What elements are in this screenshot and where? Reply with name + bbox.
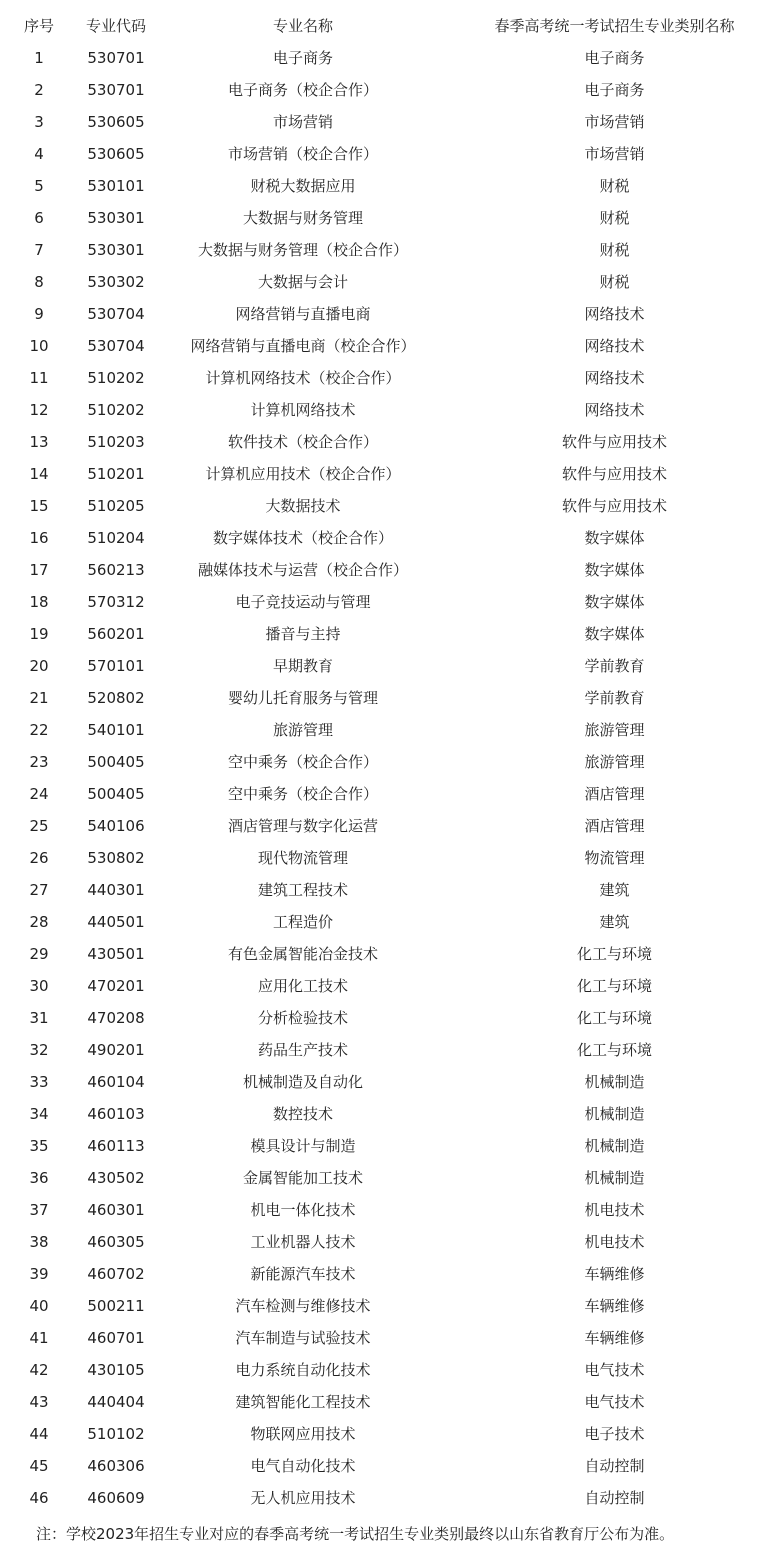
row-code: 560201 xyxy=(87,625,145,643)
table-row xyxy=(0,1418,777,1450)
row-name: 财税大数据应用 xyxy=(250,177,356,195)
table-row xyxy=(0,842,777,874)
header-name: 专业名称 xyxy=(272,17,333,35)
table-header-row xyxy=(0,10,777,42)
header-code: 专业代码 xyxy=(85,17,146,35)
row-category: 机电技术 xyxy=(584,1201,645,1219)
row-code: 530302 xyxy=(87,273,145,291)
row-name: 建筑工程技术 xyxy=(257,881,348,899)
row-code: 520802 xyxy=(87,689,145,707)
row-name: 新能源汽车技术 xyxy=(250,1265,356,1283)
table-row xyxy=(0,778,777,810)
table-row xyxy=(0,810,777,842)
row-category: 建筑 xyxy=(599,881,630,899)
row-category: 财税 xyxy=(599,241,630,259)
row-category: 车辆维修 xyxy=(584,1297,645,1315)
row-name: 汽车检测与维修技术 xyxy=(235,1297,371,1315)
row-name: 市场营销 xyxy=(272,113,333,131)
row-code: 430501 xyxy=(87,945,145,963)
row-index: 16 xyxy=(29,529,49,547)
row-category: 机械制造 xyxy=(584,1105,645,1123)
row-category: 车辆维修 xyxy=(584,1265,645,1283)
table-row xyxy=(0,298,777,330)
row-code: 510201 xyxy=(87,465,145,483)
table-row xyxy=(0,874,777,906)
row-name: 计算机网络技术 xyxy=(250,401,356,419)
row-name: 物联网应用技术 xyxy=(250,1425,356,1443)
row-category: 学前教育 xyxy=(584,657,645,675)
row-code: 500211 xyxy=(87,1297,145,1315)
row-code: 440501 xyxy=(87,913,145,931)
table-row xyxy=(0,522,777,554)
row-category: 电子技术 xyxy=(584,1425,645,1443)
row-code: 440301 xyxy=(87,881,145,899)
row-code: 430502 xyxy=(87,1169,145,1187)
row-code: 460113 xyxy=(87,1137,145,1155)
row-category: 数字媒体 xyxy=(584,561,645,579)
row-code: 530605 xyxy=(87,145,145,163)
footnote: 注：学校2023年招生专业对应的春季高考统一考试招生专业类别最终以山东省教育厅公布为准。 xyxy=(36,1525,675,1543)
row-index: 1 xyxy=(34,49,44,67)
row-code: 460701 xyxy=(87,1329,145,1347)
row-name: 大数据与会计 xyxy=(257,273,348,291)
table-row xyxy=(0,1482,777,1514)
row-index: 2 xyxy=(34,81,44,99)
row-category: 市场营销 xyxy=(584,145,645,163)
row-code: 460305 xyxy=(87,1233,145,1251)
table-row xyxy=(0,1002,777,1034)
row-name: 机械制造及自动化 xyxy=(242,1073,363,1091)
row-category: 数字媒体 xyxy=(584,625,645,643)
row-code: 470201 xyxy=(87,977,145,995)
row-index: 33 xyxy=(29,1073,49,1091)
table-row xyxy=(0,234,777,266)
table-row xyxy=(0,362,777,394)
row-category: 化工与环境 xyxy=(576,977,652,995)
row-name: 空中乘务（校企合作） xyxy=(227,753,378,771)
table-row xyxy=(0,1258,777,1290)
row-category: 旅游管理 xyxy=(584,753,645,771)
row-index: 26 xyxy=(29,849,49,867)
row-code: 510204 xyxy=(87,529,145,547)
row-name: 电气自动化技术 xyxy=(250,1457,356,1475)
row-category: 电气技术 xyxy=(584,1393,645,1411)
row-code: 570101 xyxy=(87,657,145,675)
row-index: 21 xyxy=(29,689,49,707)
row-index: 36 xyxy=(29,1169,49,1187)
row-index: 3 xyxy=(34,113,44,131)
row-index: 4 xyxy=(34,145,44,163)
row-code: 530101 xyxy=(87,177,145,195)
row-index: 31 xyxy=(29,1009,49,1027)
row-index: 23 xyxy=(29,753,49,771)
row-index: 19 xyxy=(29,625,49,643)
table-row xyxy=(0,1450,777,1482)
row-index: 10 xyxy=(29,337,49,355)
row-code: 530701 xyxy=(87,49,145,67)
table-row xyxy=(0,746,777,778)
row-code: 440404 xyxy=(87,1393,145,1411)
row-code: 460104 xyxy=(87,1073,145,1091)
row-code: 460103 xyxy=(87,1105,145,1123)
row-name: 机电一体化技术 xyxy=(250,1201,356,1219)
row-name: 工程造价 xyxy=(272,913,333,931)
row-category: 软件与应用技术 xyxy=(561,433,667,451)
row-code: 530704 xyxy=(87,337,145,355)
row-code: 510203 xyxy=(87,433,145,451)
row-category: 网络技术 xyxy=(584,305,645,323)
row-name: 模具设计与制造 xyxy=(250,1137,356,1155)
table-row xyxy=(0,554,777,586)
row-name: 电子竞技运动与管理 xyxy=(235,593,371,611)
table-row xyxy=(0,970,777,1002)
row-category: 数字媒体 xyxy=(584,593,645,611)
table-row xyxy=(0,1194,777,1226)
table-row xyxy=(0,1322,777,1354)
row-category: 酒店管理 xyxy=(584,817,645,835)
row-index: 13 xyxy=(29,433,49,451)
row-name: 网络营销与直播电商 xyxy=(235,305,371,323)
row-code: 510202 xyxy=(87,401,145,419)
row-name: 大数据与财务管理（校企合作） xyxy=(197,241,408,259)
row-index: 20 xyxy=(29,657,49,675)
row-name: 药品生产技术 xyxy=(257,1041,348,1059)
row-name: 分析检验技术 xyxy=(257,1009,348,1027)
table-row xyxy=(0,938,777,970)
table-row xyxy=(0,650,777,682)
table-row xyxy=(0,1098,777,1130)
row-category: 电气技术 xyxy=(584,1361,645,1379)
row-category: 机电技术 xyxy=(584,1233,645,1251)
row-index: 46 xyxy=(29,1489,49,1507)
table-row xyxy=(0,1034,777,1066)
row-index: 34 xyxy=(29,1105,49,1123)
row-code: 510202 xyxy=(87,369,145,387)
row-name: 数字媒体技术（校企合作） xyxy=(212,529,393,547)
row-name: 融媒体技术与运营（校企合作） xyxy=(197,561,408,579)
table-row xyxy=(0,1130,777,1162)
row-code: 510102 xyxy=(87,1425,145,1443)
row-index: 18 xyxy=(29,593,49,611)
row-name: 婴幼儿托育服务与管理 xyxy=(227,689,378,707)
row-index: 39 xyxy=(29,1265,49,1283)
table-row xyxy=(0,1290,777,1322)
row-category: 电子商务 xyxy=(584,81,645,99)
row-code: 560213 xyxy=(87,561,145,579)
row-name: 大数据与财务管理 xyxy=(242,209,363,227)
table-row xyxy=(0,1066,777,1098)
table-row xyxy=(0,170,777,202)
row-code: 570312 xyxy=(87,593,145,611)
table-row xyxy=(0,1354,777,1386)
table-row xyxy=(0,906,777,938)
row-category: 软件与应用技术 xyxy=(561,465,667,483)
table-row xyxy=(0,714,777,746)
row-name: 计算机应用技术（校企合作） xyxy=(205,465,401,483)
row-index: 28 xyxy=(29,913,49,931)
row-code: 460702 xyxy=(87,1265,145,1283)
row-index: 42 xyxy=(29,1361,49,1379)
row-name: 金属智能加工技术 xyxy=(242,1169,363,1187)
row-index: 15 xyxy=(29,497,49,515)
row-name: 软件技术（校企合作） xyxy=(227,433,378,451)
row-name: 工业机器人技术 xyxy=(250,1233,356,1251)
row-index: 17 xyxy=(29,561,49,579)
row-name: 电子商务 xyxy=(272,49,333,67)
row-index: 43 xyxy=(29,1393,49,1411)
row-name: 电子商务（校企合作） xyxy=(227,81,378,99)
table-body xyxy=(0,42,777,1514)
row-code: 530301 xyxy=(87,209,145,227)
row-index: 25 xyxy=(29,817,49,835)
table-row xyxy=(0,458,777,490)
row-code: 460301 xyxy=(87,1201,145,1219)
row-index: 11 xyxy=(29,369,49,387)
row-code: 460609 xyxy=(87,1489,145,1507)
row-index: 27 xyxy=(29,881,49,899)
row-category: 学前教育 xyxy=(584,689,645,707)
row-name: 旅游管理 xyxy=(272,721,333,739)
row-name: 播音与主持 xyxy=(265,625,341,643)
row-name: 酒店管理与数字化运营 xyxy=(227,817,378,835)
row-name: 空中乘务（校企合作） xyxy=(227,785,378,803)
row-code: 530802 xyxy=(87,849,145,867)
row-code: 500405 xyxy=(87,753,145,771)
table-row xyxy=(0,394,777,426)
row-index: 45 xyxy=(29,1457,49,1475)
row-category: 财税 xyxy=(599,177,630,195)
row-index: 8 xyxy=(34,273,44,291)
row-index: 24 xyxy=(29,785,49,803)
row-name: 建筑智能化工程技术 xyxy=(235,1393,371,1411)
table-row xyxy=(0,74,777,106)
row-code: 460306 xyxy=(87,1457,145,1475)
row-index: 30 xyxy=(29,977,49,995)
row-name: 无人机应用技术 xyxy=(250,1489,356,1507)
row-code: 430105 xyxy=(87,1361,145,1379)
row-category: 机械制造 xyxy=(584,1137,645,1155)
row-index: 29 xyxy=(29,945,49,963)
row-code: 540101 xyxy=(87,721,145,739)
row-index: 14 xyxy=(29,465,49,483)
header-category: 春季高考统一考试招生专业类别名称 xyxy=(494,17,735,35)
row-category: 机械制造 xyxy=(584,1073,645,1091)
row-index: 35 xyxy=(29,1137,49,1155)
row-name: 网络营销与直播电商（校企合作） xyxy=(190,337,416,355)
row-category: 数字媒体 xyxy=(584,529,645,547)
row-category: 化工与环境 xyxy=(576,1009,652,1027)
row-category: 机械制造 xyxy=(584,1169,645,1187)
row-category: 化工与环境 xyxy=(576,945,652,963)
row-name: 电力系统自动化技术 xyxy=(235,1361,371,1379)
row-name: 大数据技术 xyxy=(265,497,341,515)
row-category: 车辆维修 xyxy=(584,1329,645,1347)
row-name: 计算机网络技术（校企合作） xyxy=(205,369,401,387)
row-category: 网络技术 xyxy=(584,369,645,387)
row-category: 酒店管理 xyxy=(584,785,645,803)
header-index: 序号 xyxy=(23,17,54,35)
row-category: 物流管理 xyxy=(584,849,645,867)
table-row xyxy=(0,1226,777,1258)
row-code: 500405 xyxy=(87,785,145,803)
row-index: 22 xyxy=(29,721,49,739)
row-index: 12 xyxy=(29,401,49,419)
row-category: 自动控制 xyxy=(584,1457,645,1475)
majors-table xyxy=(0,10,777,1514)
row-code: 530605 xyxy=(87,113,145,131)
row-index: 41 xyxy=(29,1329,49,1347)
row-category: 自动控制 xyxy=(584,1489,645,1507)
row-code: 530301 xyxy=(87,241,145,259)
row-category: 市场营销 xyxy=(584,113,645,131)
row-index: 6 xyxy=(34,209,44,227)
row-code: 530701 xyxy=(87,81,145,99)
row-category: 软件与应用技术 xyxy=(561,497,667,515)
row-category: 财税 xyxy=(599,209,630,227)
row-index: 40 xyxy=(29,1297,49,1315)
table-row xyxy=(0,426,777,458)
row-index: 5 xyxy=(34,177,44,195)
row-code: 470208 xyxy=(87,1009,145,1027)
row-index: 37 xyxy=(29,1201,49,1219)
row-index: 9 xyxy=(34,305,44,323)
row-code: 490201 xyxy=(87,1041,145,1059)
row-name: 汽车制造与试验技术 xyxy=(235,1329,371,1347)
table-row xyxy=(0,682,777,714)
row-name: 现代物流管理 xyxy=(257,849,348,867)
row-name: 数控技术 xyxy=(272,1105,333,1123)
table-row xyxy=(0,490,777,522)
row-category: 网络技术 xyxy=(584,401,645,419)
row-category: 网络技术 xyxy=(584,337,645,355)
table-row xyxy=(0,138,777,170)
row-category: 财税 xyxy=(599,273,630,291)
table-row xyxy=(0,266,777,298)
row-code: 540106 xyxy=(87,817,145,835)
row-name: 早期教育 xyxy=(272,657,333,675)
table-row xyxy=(0,586,777,618)
table-row xyxy=(0,1386,777,1418)
row-category: 建筑 xyxy=(599,913,630,931)
table-row xyxy=(0,42,777,74)
row-category: 旅游管理 xyxy=(584,721,645,739)
row-index: 44 xyxy=(29,1425,49,1443)
table-row xyxy=(0,618,777,650)
row-category: 化工与环境 xyxy=(576,1041,652,1059)
row-name: 有色金属智能冶金技术 xyxy=(227,945,378,963)
row-index: 32 xyxy=(29,1041,49,1059)
table-row xyxy=(0,106,777,138)
table-row xyxy=(0,1162,777,1194)
row-index: 7 xyxy=(34,241,44,259)
row-category: 电子商务 xyxy=(584,49,645,67)
table-row xyxy=(0,330,777,362)
row-name: 市场营销（校企合作） xyxy=(227,145,378,163)
row-code: 510205 xyxy=(87,497,145,515)
row-index: 38 xyxy=(29,1233,49,1251)
table-row xyxy=(0,202,777,234)
row-code: 530704 xyxy=(87,305,145,323)
row-name: 应用化工技术 xyxy=(257,977,348,995)
